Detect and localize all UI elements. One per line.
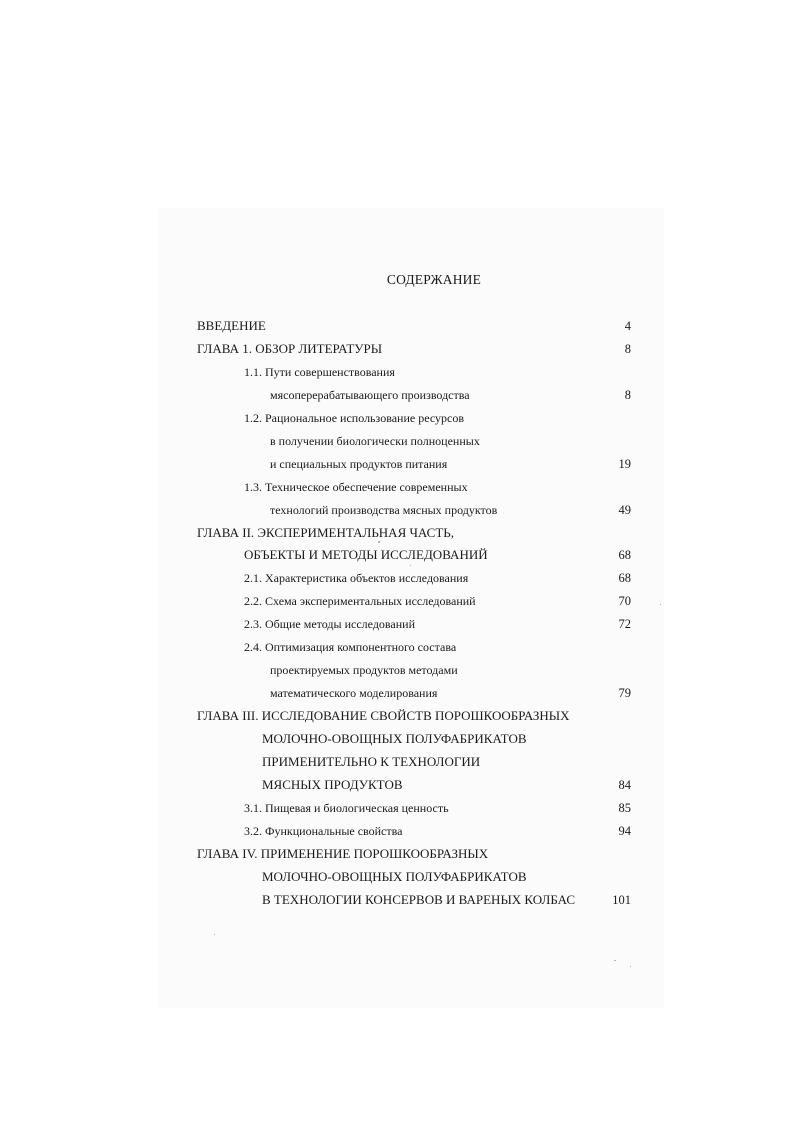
toc-page-number: 4 <box>624 319 631 333</box>
scan-speck <box>660 604 661 605</box>
toc-page-number: 8 <box>624 388 631 402</box>
toc-entry-section-1-2: 1.2. Рациональное использование ресурсов <box>244 411 464 425</box>
toc-entry-chapter-1: ГЛАВА 1. ОБЗОР ЛИТЕРАТУРЫ <box>197 341 383 356</box>
scan-speck <box>410 565 411 566</box>
toc-page-number: 84 <box>618 778 631 792</box>
toc-page-number: 85 <box>618 801 631 815</box>
toc-entry-section-1-2-cont: и специальных продуктов питания <box>270 457 448 471</box>
scan-speck <box>630 966 631 967</box>
toc-entry-section-2-4-cont: проектируемых продуктов методами <box>270 663 458 677</box>
toc-page-number: 68 <box>618 571 631 585</box>
scan-speck <box>214 934 215 935</box>
toc-entry-section-1-2-cont: в получении биологически полноценных <box>270 434 480 448</box>
toc-entry-section-2-1: 2.1. Характеристика объектов исследования <box>244 571 469 585</box>
toc-entry-section-2-3: 2.3. Общие методы исследований <box>244 617 416 631</box>
toc-entry-section-2-4: 2.4. Оптимизация компонентного состава <box>244 640 457 654</box>
scan-speck <box>614 960 616 961</box>
toc-entry-chapter-4-cont: МОЛОЧНО-ОВОЩНЫХ ПОЛУФАБРИКАТОВ <box>262 869 527 884</box>
toc-entry-chapter-4: ГЛАВА IV. ПРИМЕНЕНИЕ ПОРОШКООБРАЗНЫХ <box>197 846 489 861</box>
toc-entry-chapter-2-cont: ОБЪЕКТЫ И МЕТОДЫ ИССЛЕДОВАНИЙ <box>244 547 488 562</box>
toc-entry-section-1-3: 1.3. Техническое обеспечение современных <box>244 480 468 494</box>
toc-entry-chapter-3-cont: ПРИМЕНИТЕЛЬНО К ТЕХНОЛОГИИ <box>262 754 481 769</box>
toc-entry-chapter-3-cont: МОЛОЧНО-ОВОЩНЫХ ПОЛУФАБРИКАТОВ <box>262 731 527 746</box>
toc-entry-chapter-3: ГЛАВА III. ИССЛЕДОВАНИЕ СВОЙСТВ ПОРОШКООБРАЗНЫХ <box>197 708 570 723</box>
toc-entry-chapter-2: ГЛАВА II. ЭКСПЕРИМЕНТАЛЬНАЯ ЧАСТЬ, <box>197 525 455 540</box>
toc-entry-section-2-4-cont: математического моделирования <box>270 686 438 700</box>
toc-entry-chapter-4-cont: В ТЕХНОЛОГИИ КОНСЕРВОВ И ВАРЕНЫХ КОЛБАС <box>262 892 576 907</box>
toc-entry-section-3-2: 3.2. Функциональные свойства <box>244 824 403 838</box>
toc-page-number: 72 <box>618 617 631 631</box>
toc-page-number: 94 <box>618 824 631 838</box>
toc-entry-section-2-2: 2.2. Схема экспериментальных исследований <box>244 594 476 608</box>
toc-title: СОДЕРЖАНИЕ <box>386 272 482 287</box>
toc-page-number: 70 <box>618 594 631 608</box>
scan-speck <box>378 541 380 543</box>
toc-entry-section-3-1: 3.1. Пищевая и биологическая ценность <box>244 801 449 815</box>
toc-page-number: 101 <box>612 893 631 907</box>
toc-page-number: 68 <box>618 548 631 562</box>
toc-entry-section-1-3-cont: технологий производства мясных продуктов <box>270 503 498 517</box>
toc-entry-section-1-1: 1.1. Пути совершенствования <box>244 365 395 379</box>
toc-page-number: 19 <box>618 457 631 471</box>
toc-entry-section-1-1-cont: мясоперерабатывающего производства <box>270 388 470 402</box>
toc-entry-introduction: ВВЕДЕНИЕ <box>197 318 266 333</box>
toc-page-number: 79 <box>618 686 631 700</box>
toc-page-number: 49 <box>618 503 631 517</box>
toc-entry-chapter-3-cont: МЯСНЫХ ПРОДУКТОВ <box>262 777 403 792</box>
toc-page-number: 8 <box>624 342 631 356</box>
